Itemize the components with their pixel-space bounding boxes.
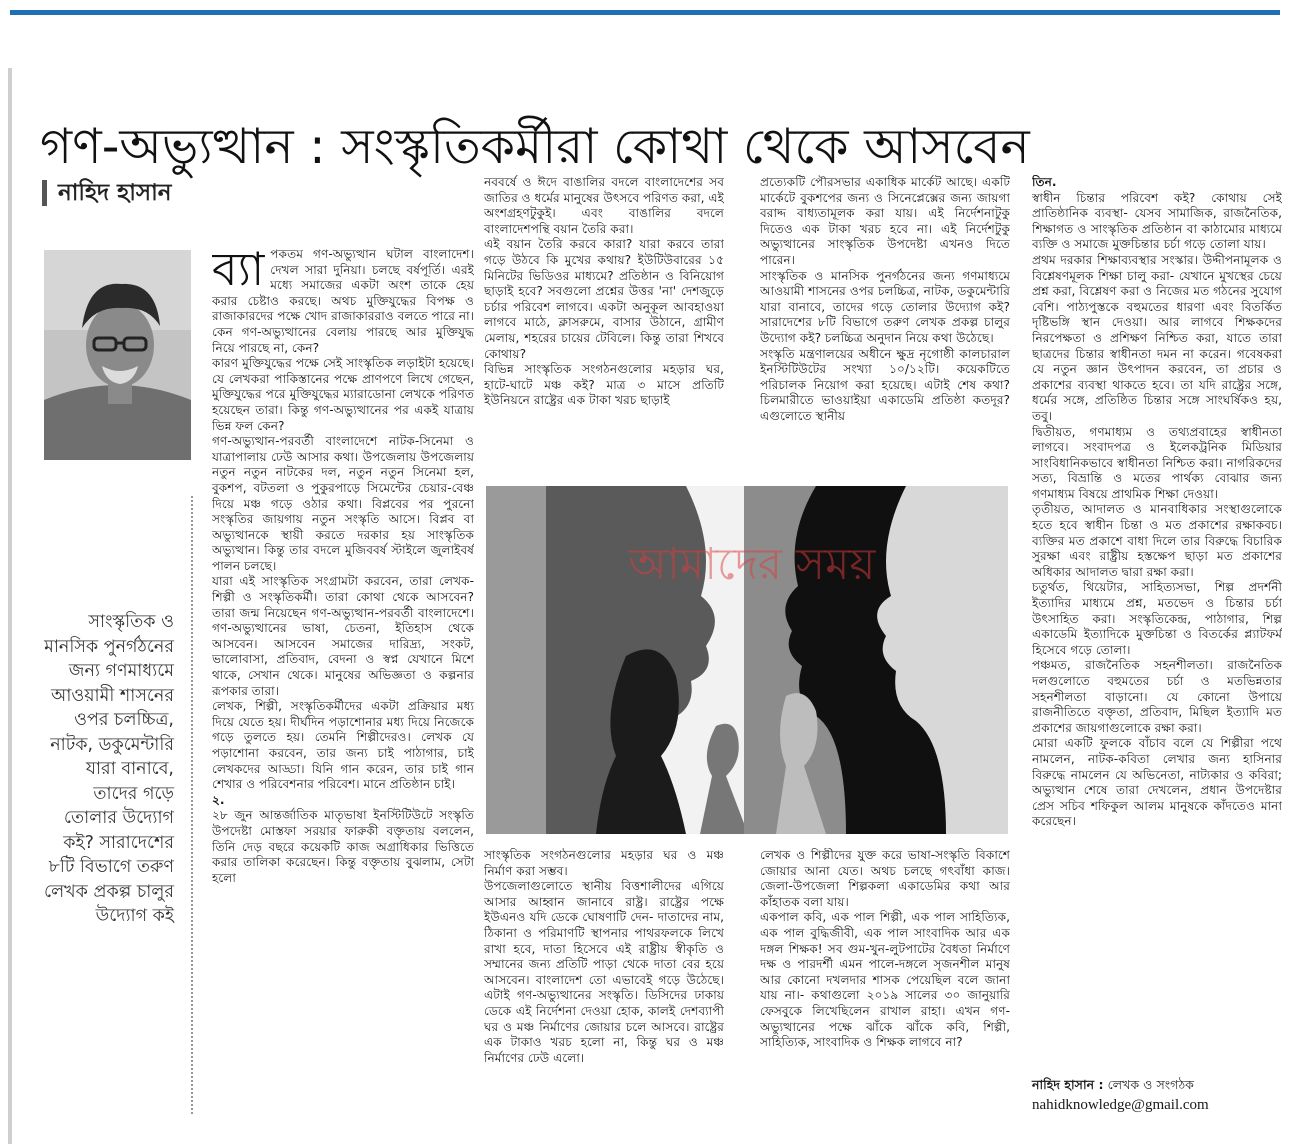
paragraph: গণ-অভ্যুত্থান-পরবর্তী বাংলাদেশে নাটক-সিনেমা ও যাত্রাপালায় ঢেউ আসার কথা। উপজেলায় উপজেলায় নতুন নতুন নাটকের দল, নতুন নতুন সিনেমা হল, বুকশপ, বটতলা ও পুকুরপাড়ে সিমেন্টের চেয়ার-বেঞ্চ দিয়ে মঞ্চ গড়ে ওঠার কথা। বিপ্লবের পর পুরনো সংস্কৃতির জায়গায় নতুন সংস্কৃতি আসে। বিপ্লব বা অভ্যুত্থানকে স্থায়ী করতে দরকার হয় সাংস্কৃতিক অভ্যুত্থান। কিন্তু তার বদলে মুজিববর্ষ স্টাইলে জুলাইবর্ষ পালন চলছে। bbox=[212, 434, 474, 573]
author-name: নাহিদ হাসান bbox=[58, 180, 172, 206]
paragraph: উপজেলাগুলোতে স্থানীয় বিত্তশালীদের এগিয়ে আসার আহ্বান জানাবে রাষ্ট্র। রাষ্ট্রের পক্ষে ইউএনও যদি ডেকে ঘোষণাটি দেন- দাতাদের নাম, ঠিকানা ও পরিমাণটি স্থাপনার পাথরফলকে লিখে রাখা হবে, দাতা হিসেবে এই রাষ্ট্রীয় স্বীকৃতি ও সম্মানের জন্য প্রতিটি পাড়া থেকে দাতা বের হয়ে আসবেন। বাংলাদেশ তো এভাবেই গড়ে উঠেছে। এটাই গণ-অভ্যুত্থানের সংস্কৃতি। ডিসিদের ঢাকায় ডেকে এই নির্দেশনা দেওয়া হোক, কালই দেশব্যাপী ঘর ও মঞ্চ নির্মাণের জোয়ার চলে আসবে। রাষ্ট্রের এক টাকাও খরচ হলো না, কিন্তু ঘর ও মঞ্চ নির্মাণের ঢেউ এলো। bbox=[484, 879, 724, 1065]
paragraph: বিভিন্ন সাংস্কৃতিক সংগঠনগুলোর মহড়ার ঘর, হাটে-ঘাটে মঞ্চ কই? মাত্র ৩ মাসে প্রতিটি ইউনিয়নে রাষ্ট্রের এক টাকা খরচ ছাড়াই bbox=[484, 362, 724, 408]
column-2-bottom bbox=[484, 848, 724, 1116]
column-1 bbox=[212, 247, 474, 1115]
author-photo bbox=[44, 250, 191, 460]
paragraph: ২৮ জুন আন্তর্জাতিক মাতৃভাষা ইনস্টিটিউটে সংস্কৃতি উপদেষ্টা মোস্তফা সরয়ার ফারুকী বক্তৃতায় বললেন, তিনি দেড় বছরে কয়েকটি কাজ অগ্রাধিকার ভিত্তিতে করার তালিকা করেছেন। কিন্তু বক্তৃতায় বুঝলাম, সেটা হলো bbox=[212, 808, 474, 885]
top-rule bbox=[10, 10, 1280, 15]
section-heading: তিন. bbox=[1032, 175, 1057, 189]
column-3-bottom bbox=[760, 848, 1010, 1116]
paragraph: নববর্ষে ও ঈদে বাঙালির বদলে বাংলাদেশের সব জাতির ও ধর্মের মানুষের উৎসবে পরিণত করা, এই অংশগ্রহণটুকুই। এবং বাঙালির বদলে বাংলাদেশপন্থি বয়ান তৈরি করা। bbox=[484, 175, 724, 236]
column-2-top bbox=[484, 175, 724, 485]
paragraph bbox=[212, 247, 474, 356]
author-signature bbox=[1032, 1077, 1292, 1093]
column-3-top bbox=[760, 175, 1010, 485]
paragraph: লেখক ও শিল্পীদের যুক্ত করে ভাষা-সংস্কৃতি বিকাশে জোয়ার আনা যেত। অথচ চলছে গৎবাঁধা কাজ। জেলা-উপজেলা শিল্পকলা একাডেমির কথা আর কাঁহাতক বলা যায়। bbox=[760, 848, 1010, 909]
paragraph: লেখক, শিল্পী, সংস্কৃতিকর্মীদের একটা প্রক্রিয়ার মধ্য দিয়ে যেতে হয়। দীর্ঘদিন পড়াশোনার মধ্য দিয়ে নিজেকে গড়ে তুলতে হয়। তেমনি শিল্পীদেরও। লেখক যে পড়াশোনা করবেন, তার জন্য চাই পাঠাগার, চাই লেখকদের আড্ডা। যিনি গান করেন, তার চাই গান শেখার ও পরিবেশনার পরিবেশ। মানে প্রতিষ্ঠান চাই। bbox=[212, 699, 474, 792]
paragraph: সাংস্কৃতিক সংগঠনগুলোর মহড়ার ঘর ও মঞ্চ নির্মাণ করা সম্ভব। bbox=[484, 848, 724, 878]
paragraph: যারা এই সাংস্কৃতিক সংগ্রামটা করবেন, তারা লেখক-শিল্পী ও সংস্কৃতিকর্মী। তারা কোথা থেকে আসবেন? তারা জন্ম নিয়েছেন গণ-অভ্যুত্থান-পরবর্তী বাংলাদেশে। গণ-অভ্যুত্থানের ভাষা, চেতনা, ইতিহাস থেকে আসবেন। আসবেন সমাজের দারিদ্র্য, সংকট, ভালোবাসা, প্রতিবাদ, বেদনা ও স্বপ্ন যেখানে মিশে থাকে, সেখান থেকে। মানুষের অভিজ্ঞতা ও কল্পনার রূপকার তারা। bbox=[212, 574, 474, 698]
paragraph: একপাল কবি, এক পাল শিল্পী, এক পাল সাহিত্যিক, এক পাল বুদ্ধিজীবী, এক পাল সাংবাদিক আর এক দঙ্গল শিক্ষক! সব গুম-খুন-লুটপাটের বৈধতা নির্মাণে দক্ষ ও পারদর্শী এমন পালে-দঙ্গলে সৃজনশীল মানুষ আর কোনো দখলদার শাসক পেয়েছিল বলে জানা যায় না।- কথাগুলো ২০১৯ সালের ৩০ জানুয়ারি ফেসবুকে লিখেছিলেন রাখাল রাহা। এখন গণ-অভ্যুত্থানের পক্ষে ঝাঁকে ঝাঁকে কবি, শিল্পী, সাহিত্যিক, সাংবাদিক ও শিক্ষক লাগবে না? bbox=[760, 910, 1010, 1050]
left-margin-rule bbox=[8, 68, 12, 1144]
paragraph: মোরা একটি ফুলকে বাঁচাব বলে যে শিল্পীরা পথে নামলেন, নাটক-কবিতা লেখার জন্য হাসিনার বিরুদ্ধে নামলেন যে অভিনেতা, নাট্যকার ও কবিরা; অভ্যুত্থান শেষে তারা দেখলেন, প্রধান উপদেষ্টার প্রেস সচিব শফিকুল আলম মানুষকে কাঁদতেও মানা করেছেন। bbox=[1032, 736, 1282, 829]
column-4 bbox=[1032, 175, 1282, 1075]
author-email: nahidknowledge@gmail.com bbox=[1032, 1097, 1209, 1113]
byline bbox=[42, 178, 442, 212]
paragraph-text: পকতম গণ-অভ্যুত্থান ঘটাল বাংলাদেশ। দেখল সারা দুনিয়া। চলছে বর্ষপূর্তি। এরই মধ্যে সমাজের একটা অংশ তাকে হেয় করার চেষ্টাও করছে। অথচ মুক্তিযুদ্ধের বিপক্ষ ও রাজাকারদের পক্ষে খোদ রাজাকাররাও বলতে পারে না। কেন গণ-অভ্যুত্থানের বেলায় পারছে আর মুক্তিযুদ্ধ নিয়ে পারছে না, কেন? bbox=[212, 247, 474, 355]
section-number: ২. bbox=[212, 792, 225, 807]
paragraph: সাংস্কৃতিক ও মানসিক পুনর্গঠনের জন্য গণমাধ্যমে আওয়ামী শাসনের ওপর চলচ্চিত্র, নাটক, ডকুমেন্টারি যারা বানাবে, তাদের গড়ে তোলার উদ্যোগ কই? সারাদেশের ৮টি বিভাগে তরুণ লেখক প্রকল্প চালুর উদ্যোগ কই? চলচ্চিত্র অনুদান নিয়ে কথা উঠেছে। bbox=[760, 268, 1010, 345]
author-photo-illustration bbox=[44, 250, 191, 460]
paragraph: কারণ মুক্তিযুদ্ধের পক্ষে সেই সাংস্কৃতিক লড়াইটা হয়েছে। যে লেখকরা পাকিস্তানের পক্ষে প্রাণপণে লিখে গেছেন, মুক্তিযুদ্ধের পরে মুক্তিযুদ্ধের ম্যারাডোনা লেখকে পরিণত হয়েছেন তারা। কিন্তু গণ-অভ্যুত্থানের পর একই যাত্রায় ভিন্ন ফল কেন? bbox=[212, 356, 474, 433]
paragraph: সংস্কৃতি মন্ত্রণালয়ের অধীনে ক্ষুদ্র নৃগোষ্ঠী কালচারাল ইনস্টিটিউটের সংখ্যা ১০/১২টি। কয়েকটিতে পরিচালক নিয়োগ করা হয়েছে। এটাই শেষ কথা? চিলমারীতে ভাওয়াইয়া একাডেমি প্রতিষ্ঠা কতদূর? এগুলোতে স্থানীয় bbox=[760, 346, 1010, 423]
signature-role: লেখক ও সংগঠক bbox=[1107, 1077, 1194, 1092]
signature-name: নাহিদ হাসান : bbox=[1032, 1077, 1104, 1092]
paragraph: প্রত্যেকটি পৌরসভার একাধিক মার্কেট আছে। একটি মার্কেটে বুকশপের জন্য ও সিনেপ্লেক্সের জন্য জায়গা বরাদ্দ বাধ্যতামূলক করা যায়। এই নির্দেশনাটুকু দিতেও এক টাকা খরচ হবে না। এই নির্দেশটুকু অভ্যুত্থানের সাংস্কৃতিক উপদেষ্টা এখনও দিতে পারেন। bbox=[760, 175, 1010, 267]
paragraph: চতুর্থত, থিয়েটার, সাহিত্যসভা, শিল্প প্রদর্শনী ইত্যাদির মাধ্যমে প্রশ্ন, মতভেদ ও চিন্তার চর্চা উৎসাহিত করা। সংস্কৃতিকেন্দ্র, পাঠাগার, শিল্প একাডেমি ইত্যাদিকে মুক্তচিন্তা ও বিতর্কের প্ল্যাটফর্ম হিসেবে গড়ে তোলা। bbox=[1032, 580, 1282, 657]
byline-bar bbox=[42, 180, 47, 206]
pull-quote: সাংস্কৃতিক ও মানসিক পুনর্গঠনের জন্য গণমাধ্যমে আওয়ামী শাসনের ওপর চলচ্চিত্র, নাটক, ডকুমেন্টারি যারা বানাবে, তাদের গড়ে তোলার উদ্যোগ কই? সারাদেশের ৮টি বিভাগে তরুণ লেখক প্রকল্প চালুর উদ্যোগ কই bbox=[44, 612, 174, 926]
paragraph: প্রথম দরকার শিক্ষাব্যবস্থার সংস্কার। উদ্দীপনামূলক ও বিশ্লেষণমূলক শিক্ষা চালু করা- যেখানে মুখস্থের চেয়ে প্রশ্ন করা, বিশ্লেষণ করা ও নিজের মত গঠনের সুযোগ বেশি। পাঠ্যপুস্তকে বহুমতের ধারণা এবং বিতর্কিত দৃষ্টিভঙ্গি স্থান দেওয়া। আর লাগবে শিক্ষকদের নিরপেক্ষতা ও প্রশিক্ষণ নিশ্চিত করা, যাতে তারা ছাত্রদের চিন্তার স্বাধীনতা দমন না করেন। গবেষকরা যে নতুন জ্ঞান উৎপাদন করবেন, তা প্রচার ও প্রকাশের ব্যবস্থা থাকতে হবে। তা যদি রাষ্ট্রের সঙ্গে, ধর্মের সঙ্গে, প্রতিষ্ঠিত চিন্তার সঙ্গে সাংঘর্ষিকও হয়, তবু। bbox=[1032, 252, 1282, 423]
drop-cap: ব্যা bbox=[212, 247, 265, 296]
headline: গণ-অভ্যুত্থান : সংস্কৃতিকর্মীরা কোথা থেকে আসবেন bbox=[40, 117, 1030, 175]
paragraph: এই বয়ান তৈরি করবে কারা? যারা করবে তারা গড়ে উঠবে কি মুখের কথায়? ইউটিউবারের ১৫ মিনিটের ভিডিওর মাধ্যমে? প্রতিষ্ঠান ও বিনিয়োগ ছাড়াই হবে? সবগুলো প্রশ্নের উত্তর 'না' দেশজুড়ে চর্চার পরিবেশ লাগবে। একটা অনুকূল আবহাওয়া লাগবে মাঠে, ক্লাসরুমে, বাসার উঠানে, গ্রামীণ মেলায়, শহরের চায়ের টেবিলে। কিন্তু তারা শিখবে কোথায়? bbox=[484, 237, 724, 361]
pull-quote-divider bbox=[191, 496, 195, 1114]
paragraph: স্বাধীন চিন্তার পরিবেশ কই? কোথায় সেই প্রাতিষ্ঠানিক ব্যবস্থা- যেসব সামাজিক, রাজনৈতিক, শিক্ষাগত ও সাংস্কৃতিক প্রতিষ্ঠান বা কাঠামোর মাধ্যমে ব্যক্তি ও সমাজে মুক্তচিন্তার চর্চা গড়ে তোলা যায়। bbox=[1032, 190, 1282, 252]
publication-watermark: আমাদের সময় bbox=[628, 539, 876, 590]
paragraph: দ্বিতীয়ত, গণমাধ্যম ও তথ্যপ্রবাহের স্বাধীনতা লাগবে। সংবাদপত্র ও ইলেকট্রনিক মিডিয়ার সাংবিধানিকভাবে স্বাধীনতা নিশ্চিত করা। নাগরিকদের সত্য, বিভ্রান্তি ও মতের পার্থক্য বোঝার জন্য গণমাধ্যম বিষয়ে প্রাথমিক শিক্ষা দেওয়া। bbox=[1032, 424, 1282, 501]
paragraph: তৃতীয়ত, আদালত ও মানবাধিকার সংস্থাগুলোকে হতে হবে স্বাধীন চিন্তা ও মত প্রকাশের রক্ষাকবচ। ব্যক্তির মত প্রকাশে বাধা দিলে তার বিরুদ্ধে বিচারিক সুরক্ষা এবং রাষ্ট্রীয় হস্তক্ষেপ ছাড়া মত প্রকাশের অধিকার আদালত দ্বারা রক্ষা করা। bbox=[1032, 502, 1282, 579]
paragraph: পঞ্চমত, রাজনৈতিক সহনশীলতা। রাজনৈতিক দলগুলোতে বহুমতের চর্চা ও মতভিন্নতার সহনশীলতা বাড়ানো। যে কোনো উপায়ে রাজনীতিতে বক্তৃতা, প্রতিবাদ, মিছিল ইত্যাদি মত প্রকাশের জায়গাগুলোকে রক্ষা করা। bbox=[1032, 658, 1282, 735]
